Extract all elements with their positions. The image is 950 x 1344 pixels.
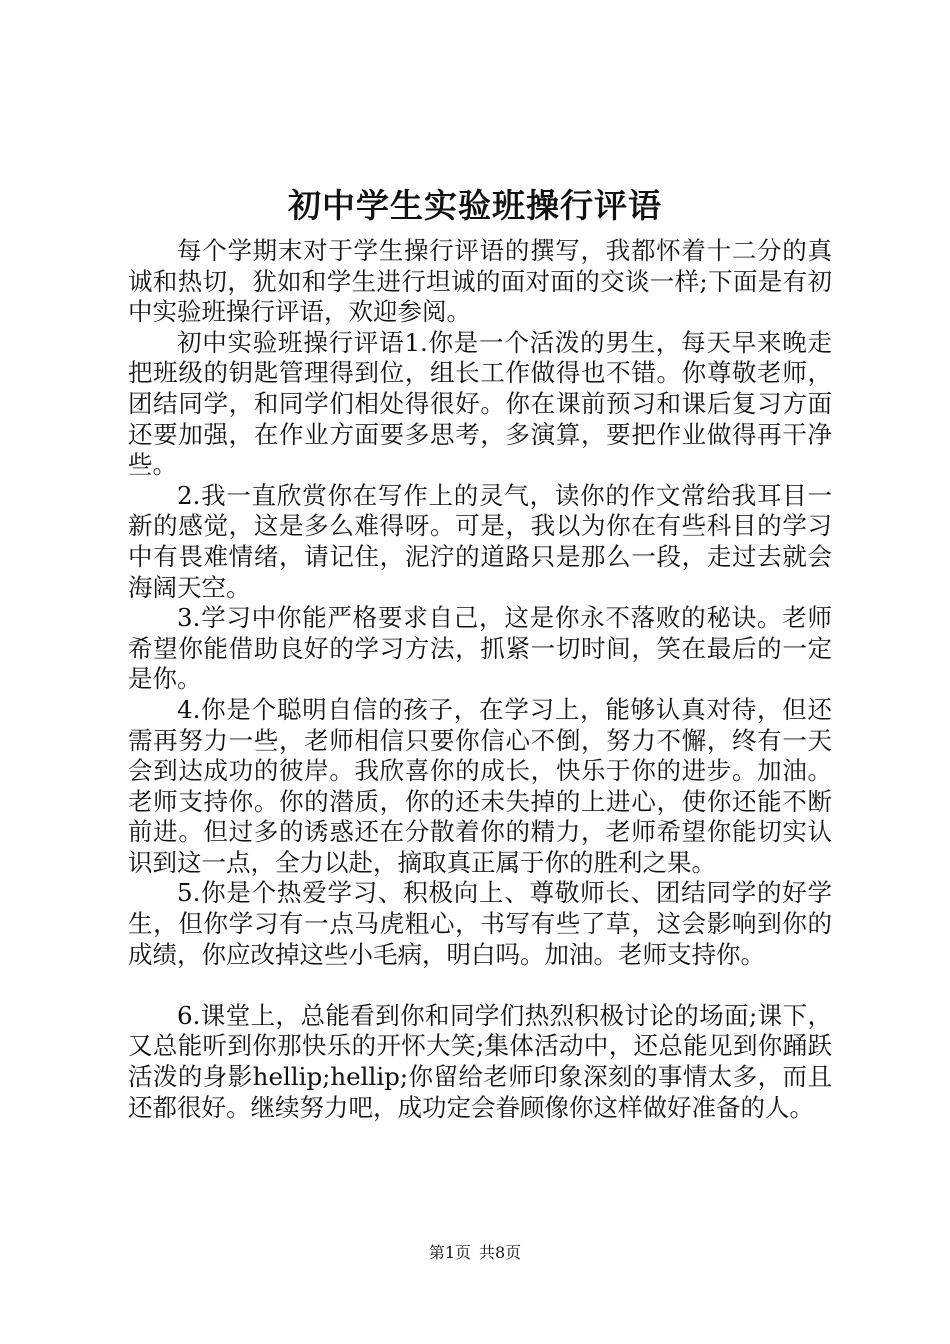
page-number: 第1页 — [428, 1243, 471, 1262]
paragraph-comment-1: 初中实验班操行评语1.你是一个活泼的男生，每天早来晚走把班级的钥匙管理得到位，组长工作做得也不错。你尊敬老师，团结同学，和同学们相处得很好。你在课前预习和课后复习方面还要加强，在作业方面要多思考，多演算，要把作业做得再干净些。 — [128, 327, 832, 480]
document-title: 初中学生实验班操行评语 — [288, 186, 662, 225]
paragraph-comment-6: 6.课堂上，总能看到你和同学们热烈积极讨论的场面;课下，又总能听到你那快乐的开怀大笑;集体活动中，还总能见到你踊跃活泼的身影hellip;hellip;你留给老师印象深刻的事情太多，而且还都很好。继续努力吧，成功定会眷顾像你这样做好准备的人。 — [128, 1000, 832, 1122]
page-footer — [0, 1242, 950, 1264]
document-body — [128, 236, 832, 1123]
paragraph-comment-5: 5.你是个热爱学习、积极向上、尊敬师长、团结同学的好学生，但你学习有一点马虎粗心，书写有些了草，这会影响到你的成绩，你应改掉这些小毛病，明白吗。加油。老师支持你。 — [128, 878, 832, 969]
paragraph-comment-2: 2.我一直欣赏你在写作上的灵气，读你的作文常给我耳目一新的感觉，这是多么难得呀。可是，我以为你在有些科目的学习中有畏难情绪，请记住，泥泞的道路只是那么一段，走过去就会海阔天空。 — [128, 480, 832, 602]
page-total: 共8页 — [479, 1243, 522, 1262]
paragraph-comment-3: 3.学习中你能严格要求自己，这是你永不落败的秘诀。老师希望你能借助良好的学习方法，抓紧一切时间，笑在最后的一定是你。 — [128, 603, 832, 694]
paragraph-intro: 每个学期末对于学生操行评语的撰写，我都怀着十二分的真诚和热切，犹如和学生进行坦诚的面对面的交谈一样;下面是有初中实验班操行评语，欢迎参阅。 — [128, 236, 832, 327]
paragraph-comment-4: 4.你是个聪明自信的孩子，在学习上，能够认真对待，但还需再努力一些，老师相信只要你信心不倒，努力不懈，终有一天会到达成功的彼岸。我欣喜你的成长，快乐于你的进步。加油。老师支持你。你的潜质，你的还未失掉的上进心，使你还能不断前进。但过多的诱惑还在分散着你的精力，老师希望你能切实认识到这一点，全力以赴，摘取真正属于你的胜利之果。 — [128, 694, 832, 877]
